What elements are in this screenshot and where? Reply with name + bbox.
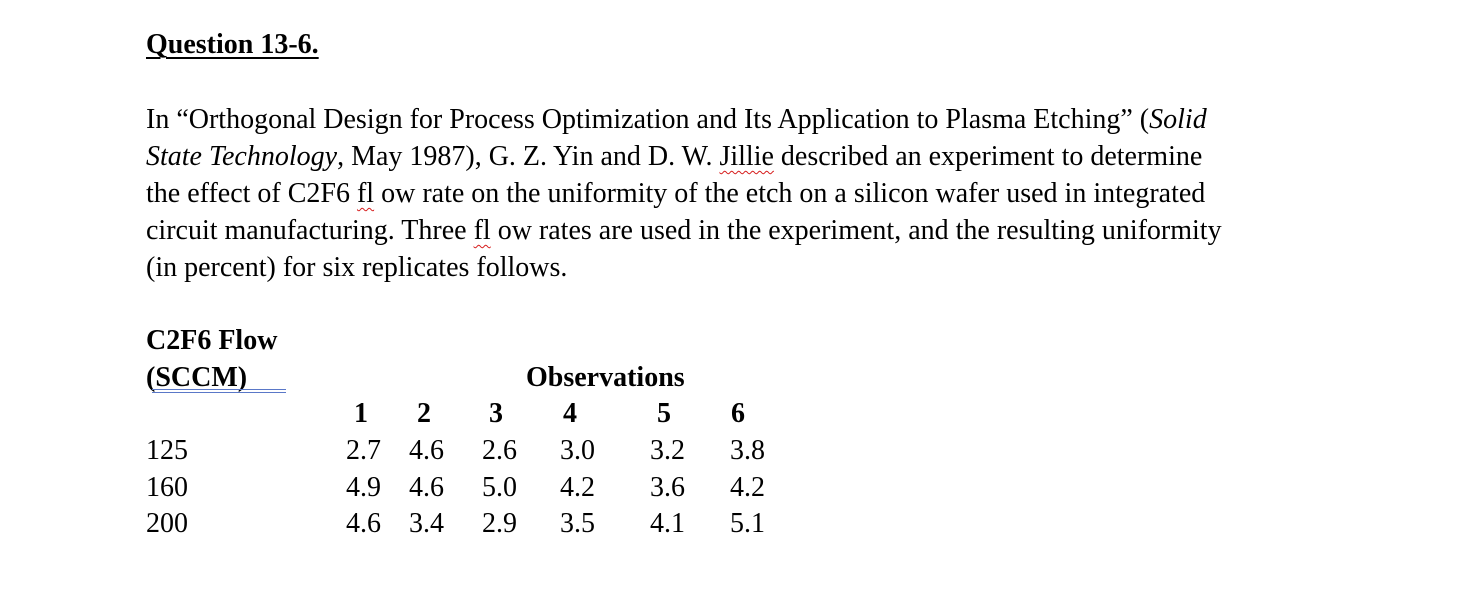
observation-cell: 4.6	[409, 435, 444, 466]
paragraph-line-5: (in percent) for six replicates follows.	[146, 252, 568, 283]
observation-cell: 4.2	[560, 472, 595, 503]
column-header: 5	[657, 398, 671, 429]
observation-cell: 2.7	[346, 435, 381, 466]
column-header: 6	[731, 398, 745, 429]
paragraph-text: In “Orthogonal Design for Process Optimization and Its Application to Plasma Etching” (	[146, 104, 1150, 135]
observation-cell: 4.6	[409, 472, 444, 503]
observation-cell: 3.2	[650, 435, 685, 466]
journal-title-part: Solid	[1149, 104, 1207, 135]
observation-cell: 3.4	[409, 508, 444, 539]
observation-cell: 3.8	[730, 435, 765, 466]
paragraph-text: the effect of C2F6	[146, 178, 357, 209]
column-header: 2	[417, 398, 431, 429]
flow-rate-cell: 160	[146, 472, 188, 503]
row-header-label: C2F6 Flow	[146, 325, 278, 356]
question-heading: Question 13-6.	[146, 29, 319, 60]
paragraph-text: described an experiment to determine	[773, 141, 1203, 172]
column-header: 1	[354, 398, 368, 429]
problem-paragraph	[146, 101, 1222, 286]
spellcheck-flagged-word[interactable]: Jillie	[719, 141, 774, 172]
paragraph-text: ow rates are used in the experiment, and the resulting uniformity	[490, 215, 1222, 246]
observation-cell: 4.1	[650, 508, 685, 539]
observation-cell: 4.6	[346, 508, 381, 539]
observation-cell: 3.5	[560, 508, 595, 539]
observation-cell: 5.0	[482, 472, 517, 503]
paragraph-text: , May 1987), G. Z. Yin and D. W.	[337, 141, 720, 172]
column-header: 4	[563, 398, 577, 429]
observation-cell: 4.9	[346, 472, 381, 503]
row-header-unit: (SCCM)	[146, 362, 248, 393]
flow-rate-cell: 200	[146, 508, 188, 539]
grammar-flag-underline	[152, 389, 286, 390]
spellcheck-flagged-word[interactable]: fl	[473, 215, 491, 246]
observation-cell: 2.9	[482, 508, 517, 539]
column-header: 3	[489, 398, 503, 429]
grammar-flag-underline	[152, 392, 286, 393]
observation-cell: 2.6	[482, 435, 517, 466]
paragraph-text: circuit manufacturing. Three	[146, 215, 474, 246]
observation-cell: 5.1	[730, 508, 765, 539]
spellcheck-flagged-word[interactable]: fl	[356, 178, 375, 209]
paragraph-text: ow rate on the uniformity of the etch on a silicon wafer used in integrated	[374, 178, 1206, 209]
observation-cell: 4.2	[730, 472, 765, 503]
observation-cell: 3.0	[560, 435, 595, 466]
journal-title-part: State Technology	[146, 141, 338, 172]
observations-header: Observations	[526, 362, 685, 393]
paragraph-line-2	[146, 138, 1222, 175]
paragraph-line-3	[146, 175, 1222, 212]
paragraph-line-1	[146, 101, 1222, 138]
flow-rate-cell: 125	[146, 435, 188, 466]
paragraph-line-4	[146, 212, 1222, 249]
observation-cell: 3.6	[650, 472, 685, 503]
